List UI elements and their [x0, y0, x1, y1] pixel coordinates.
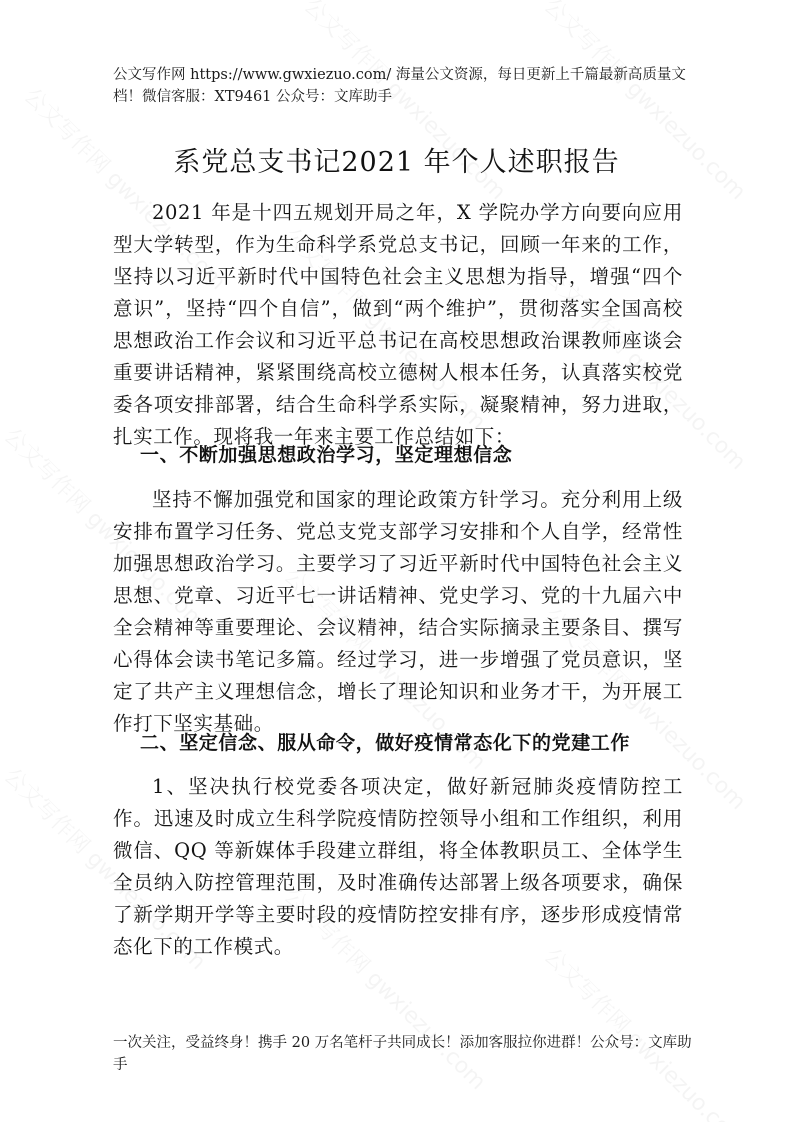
header-promo-note: 公文写作网 https://www.gwxiezuo.com/ 海量公文资源，每日更新上千篇最新高质量文档！微信客服：XT9461 公众号：文库助手 — [113, 67, 686, 105]
intro-paragraph: 2021 年是十四五规划开局之年，X 学院办学方向要向应用型大学转型，作为生命科学系党总支书记，回顾一年来的工作，坚持以习近平新时代中国特色社会主义思想为指导，增强“四个意识”，坚持“四个自信”，做到“两个维护”，贯彻落实全国高校思想政治工作会议和习近平总书记在高校思想政治课教师座谈会重要讲话精神，紧紧围绕高校立德树人根本任务，认真落实校党委各项安排部署，结合生命科学系实际，凝聚精神，努力进取，扎实工作。现将我一年来主要工作总结如下： — [113, 201, 683, 448]
section-2-paragraph: 1、坚决执行校党委各项决定，做好新冠肺炎疫情防控工作。迅速及时成立生科学院疫情防控领导小组和工作组织，利用微信、QQ 等新媒体手段建立群组，将全体教职员工、全体学生全员纳入防控管理范围，及时准确传达部署上级各项要求，确保了新学期开学等主要时段的疫情防控安排有序，逐步形成疫情常态化下的工作模式。 — [113, 775, 683, 958]
section-2-heading: 二、坚定信念、服从命令，做好疫情常态化下的党建工作 — [140, 732, 631, 754]
document-title: 系党总支书记2021 年个人述职报告 — [173, 147, 620, 178]
section-1-paragraph: 坚持不懈加强党和国家的理论政策方针学习。充分利用上级安排布置学习任务、党总支党支部学习安排和个人自学，经常性加强思想政治学习。主要学习了习近平新时代中国特色社会主义思想、党章、习近平七一讲话精神、党史学习、党的十九届六中全会精神等重要理论、会议精神，结合实际摘录主要条目、撰写心得体会读书笔记多篇。经过学习，进一步增强了党员意识，坚定了共产主义理想信念，增长了理论知识和业务才干，为开展工作打下坚实基础。 — [113, 488, 683, 735]
watermark-logo — [538, 940, 754, 1122]
footer-promo-note: 一次关注，受益终身！携手 20 万名笔杆子共同成长！添加客服拉你进群！公众号：文库助手 — [113, 1035, 692, 1073]
section-1-heading: 一、不断加强思想政治学习，坚定理想信念 — [140, 444, 513, 466]
